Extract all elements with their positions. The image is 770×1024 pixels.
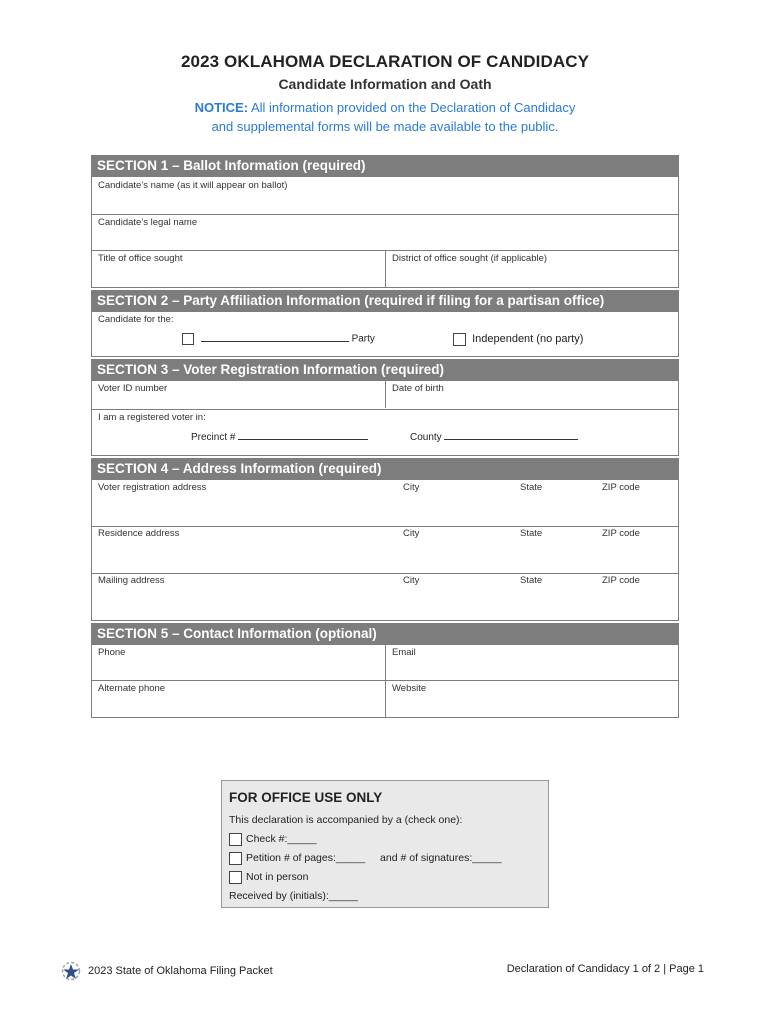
section-3-heading: SECTION 3 – Voter Registration Information (required) bbox=[91, 359, 679, 380]
not-in-person-label: Not in person bbox=[246, 871, 309, 883]
district-label: District of office sought (if applicable) bbox=[392, 253, 548, 264]
section-5-box bbox=[91, 644, 679, 718]
office-sought-label: Title of office sought bbox=[98, 253, 183, 264]
section-2-heading: SECTION 2 – Party Affiliation Information (required if filing for a partisan office) bbox=[91, 290, 679, 311]
city-label: City bbox=[403, 482, 420, 493]
city-label: City bbox=[403, 528, 420, 539]
registered-voter-label: I am a registered voter in: bbox=[98, 412, 206, 423]
check-checkbox[interactable] bbox=[229, 833, 242, 846]
notice-label: NOTICE: bbox=[194, 100, 249, 115]
zip-label: ZIP code bbox=[602, 528, 640, 539]
office-use-intro: This declaration is accompanied by a (check one): bbox=[229, 814, 463, 826]
dob-field[interactable] bbox=[386, 381, 678, 409]
not-in-person-checkbox[interactable] bbox=[229, 871, 242, 884]
petition-label: Petition # of pages:_____ bbox=[246, 852, 366, 864]
phone-field[interactable] bbox=[92, 645, 385, 680]
section-4-box bbox=[91, 479, 679, 621]
notice-line-1: All information provided on the Declaration of Candidacy bbox=[250, 100, 576, 115]
check-option bbox=[229, 830, 541, 849]
county-label: County bbox=[410, 432, 442, 443]
footer-left-text: 2023 State of Oklahoma Filing Packet bbox=[88, 965, 273, 977]
website-label: Website bbox=[392, 683, 427, 694]
office-use-box bbox=[221, 780, 549, 908]
state-label: State bbox=[520, 528, 543, 539]
notice-line-2: and supplemental forms will be made available to the public. bbox=[211, 119, 559, 134]
public-notice bbox=[0, 98, 770, 136]
zip-label: ZIP code bbox=[602, 482, 640, 493]
website-field[interactable] bbox=[386, 681, 678, 717]
mailing-address-label: Mailing address bbox=[98, 575, 165, 586]
section-5-heading: SECTION 5 – Contact Information (optional) bbox=[91, 623, 679, 644]
alternate-phone-field[interactable] bbox=[92, 681, 385, 717]
page-subtitle: Candidate Information and Oath bbox=[278, 76, 492, 92]
residence-address-label: Residence address bbox=[98, 528, 180, 539]
address-row[interactable] bbox=[92, 574, 678, 620]
party-label: Party bbox=[351, 333, 375, 345]
city-label: City bbox=[403, 575, 420, 586]
county-blank[interactable] bbox=[444, 439, 578, 440]
independent-checkbox[interactable] bbox=[453, 333, 466, 346]
state-label: State bbox=[520, 482, 543, 493]
footer-right-text: Declaration of Candidacy 1 of 2 | Page 1 bbox=[506, 963, 704, 975]
section-2-box bbox=[91, 311, 679, 357]
independent-option bbox=[453, 333, 583, 346]
section-1-heading: SECTION 1 – Ballot Information (required) bbox=[91, 155, 679, 176]
zip-label: ZIP code bbox=[602, 575, 640, 586]
precinct-blank[interactable] bbox=[238, 439, 368, 440]
section-1-box bbox=[91, 176, 679, 288]
office-sought-field[interactable] bbox=[92, 251, 385, 287]
phone-label: Phone bbox=[98, 647, 126, 658]
ballot-name-label: Candidate’s name (as it will appear on ballot) bbox=[98, 180, 288, 191]
district-field[interactable] bbox=[386, 251, 678, 287]
voter-id-field[interactable] bbox=[92, 381, 385, 409]
received-by-line: Received by (initials):_____ bbox=[229, 890, 358, 902]
page-title: 2023 OKLAHOMA DECLARATION OF CANDIDACY bbox=[180, 52, 590, 71]
footer-left bbox=[60, 961, 273, 981]
independent-label: Independent (no party) bbox=[472, 333, 584, 346]
petition-option bbox=[229, 849, 541, 868]
office-use-heading: FOR OFFICE USE ONLY bbox=[229, 790, 383, 805]
not-in-person-option bbox=[229, 868, 541, 887]
voter-id-label: Voter ID number bbox=[98, 383, 168, 394]
email-label: Email bbox=[392, 647, 416, 658]
county-field bbox=[410, 432, 578, 443]
signatures-label: and # of signatures:_____ bbox=[380, 852, 502, 864]
precinct-label: Precinct # bbox=[191, 432, 236, 443]
address-row[interactable] bbox=[92, 480, 678, 526]
party-name-blank[interactable] bbox=[201, 341, 349, 342]
petition-checkbox[interactable] bbox=[229, 852, 242, 865]
alternate-phone-label: Alternate phone bbox=[98, 683, 166, 694]
candidate-for-label: Candidate for the: bbox=[98, 314, 174, 325]
voter-registration-address-label: Voter registration address bbox=[98, 482, 207, 493]
legal-name-field[interactable] bbox=[92, 215, 678, 250]
email-field[interactable] bbox=[386, 645, 678, 680]
section-3-box bbox=[91, 380, 679, 456]
ballot-name-field[interactable] bbox=[92, 177, 678, 214]
address-row[interactable] bbox=[92, 527, 678, 573]
party-checkbox[interactable] bbox=[182, 333, 194, 345]
state-label: State bbox=[520, 575, 543, 586]
legal-name-label: Candidate’s legal name bbox=[98, 217, 198, 228]
section-4-heading: SECTION 4 – Address Information (required) bbox=[91, 458, 679, 479]
precinct-field bbox=[191, 432, 368, 443]
check-label: Check #:_____ bbox=[246, 833, 317, 845]
dob-label: Date of birth bbox=[392, 383, 444, 394]
party-option bbox=[182, 333, 375, 345]
oklahoma-logo-icon bbox=[60, 961, 82, 981]
